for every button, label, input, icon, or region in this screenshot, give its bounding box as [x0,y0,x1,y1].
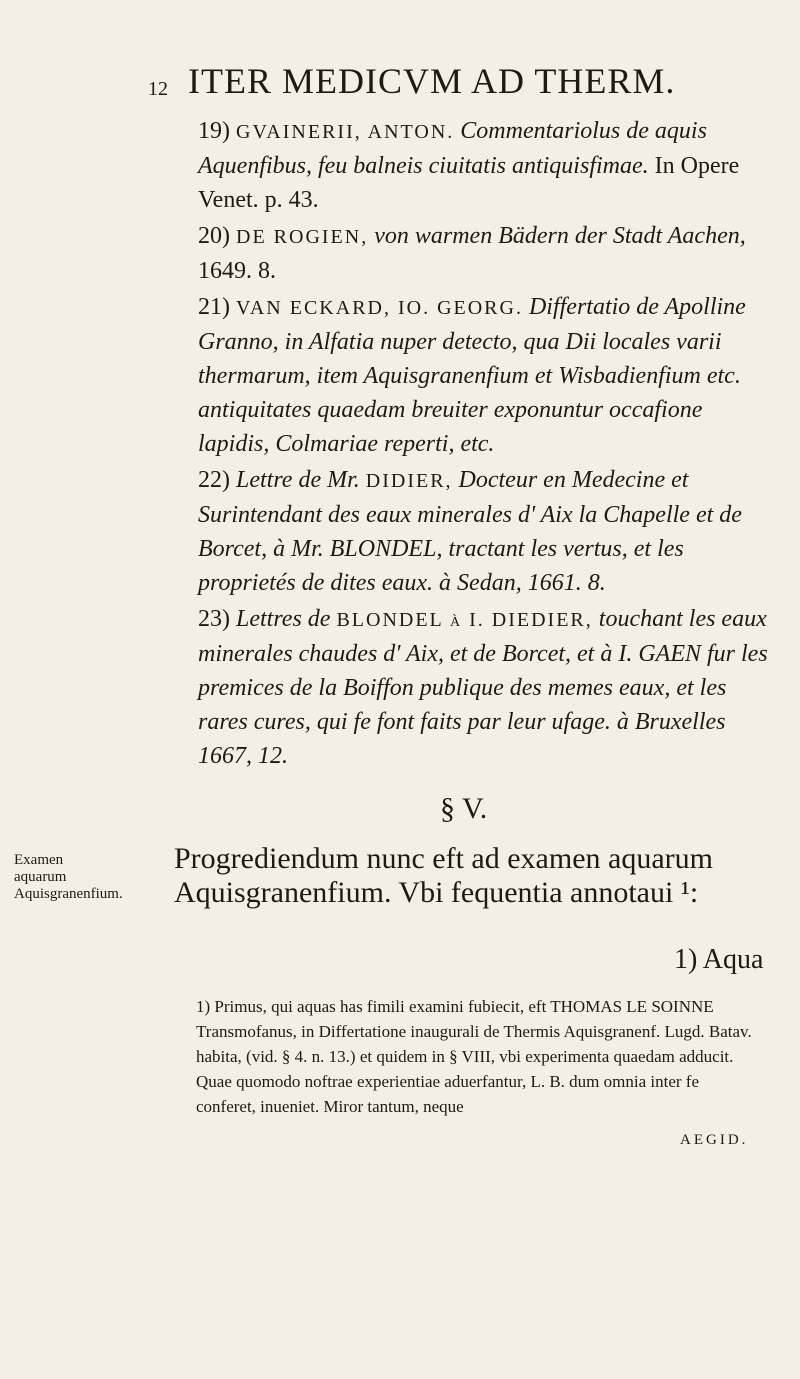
reference-22 [198,463,768,600]
ref-details: In Opere Venet. p. 43. [198,153,740,213]
ref-author: DE ROGIEN, [236,226,369,248]
ref-title: Docteur en Medecine et Surintendant des eaux minerales d' Aix la Chapelle et de Borcet, à Mr. BLONDEL, tractant les vertus, et les proprietés de dites eaux. à Sedan, 1661. 8. [198,467,742,596]
ref-details: 1649. 8. [198,258,276,284]
body-catch: 1) Aqua [674,944,764,975]
section-heading: § V. [440,792,488,825]
ref-author: VAN ECKARD, IO. GEORG. [236,297,523,319]
page-number: 12 [148,78,168,100]
margin-note: Examen aquarum Aquisgranenfium. [14,852,123,902]
reference-20 [198,219,768,288]
ref-number: 20) [198,223,230,249]
ref-title: touchant les eaux minerales chaudes d' Aix, et de Borcet, et à I. GAEN fur les premices de la Boiffon publique des memes eaux, et les rares cures, qui fe font faits par leur ufage. à Bruxelles 1667, 12. [198,606,768,769]
reference-19 [198,114,768,217]
reference-23 [198,602,768,773]
ref-title-prefix: Lettre de Mr. [236,467,360,493]
ref-number: 21) [198,294,230,320]
ref-author: BLONDEL à I. DIEDIER, [336,609,593,631]
catchword: AEGID. [680,1132,749,1148]
ref-number: 22) [198,467,230,493]
page-header [148,60,768,106]
ref-author: DIDIER, [365,470,453,492]
ref-title: Differtatio de Apolline Granno, in Alfatia nuper detecto, qua Dii locales varii thermarum, item Aquisgranenfium et Wisbadienfium etc. antiquitates quaedam breuiter exponuntur occafione lapidis, Colmariae reperti, etc. [198,294,746,457]
ref-number: 23) [198,606,230,632]
ref-title: Commentariolus de aquis Aquenfibus, feu balneis ciuitatis antiquisfimae. [198,118,707,179]
reference-list [198,114,768,775]
ref-author: GVAINERII, ANTON. [236,121,455,143]
footnote: 1) Primus, qui aquas has fimili examini fubiecit, eft THOMAS LE SOINNE Transmofanus, in Differtatione inaugurali de Thermis Aquisgranenf. Lugd. Batav. habita, (vid. § 4. n. 13.) et quidem in § VIII, vbi experimenta quaedam adducit. Quae quomodo noftrae experientiae aduerfantur, L. B. dum omnia inter fe conferet, inueniet. Miror tantum, neque [196,997,752,1116]
reference-21 [198,290,768,461]
ref-title-prefix: Lettres de [236,606,331,632]
ref-number: 19) [198,118,230,144]
section-body: Progrediendum nunc eft ad examen aquarum Aquisgranenfium. Vbi fequentia annotaui ¹: [174,842,713,909]
running-head: ITER MEDICVM AD THERM. [188,61,676,101]
ref-title: von warmen Bädern der Stadt Aachen, [374,223,746,249]
